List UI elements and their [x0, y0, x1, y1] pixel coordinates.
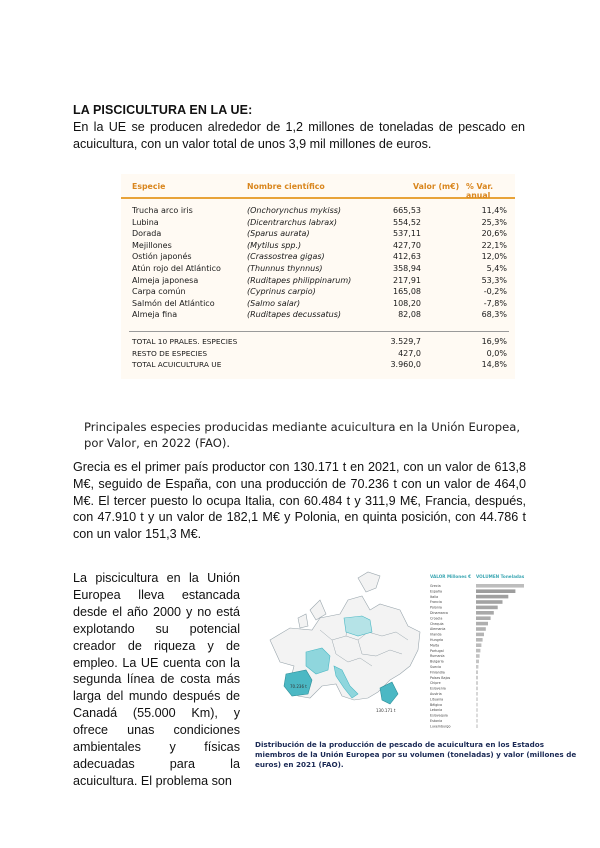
total-value: 3.960,0	[390, 360, 421, 369]
legend-volume-bar	[476, 622, 488, 626]
table-row	[121, 206, 515, 216]
poland-shape	[344, 616, 372, 636]
table-row	[121, 218, 515, 228]
value-cell: 358,94	[393, 264, 421, 273]
header-value: Valor (m€)	[413, 182, 460, 191]
production-paragraph: Grecia es el primer país productor con 130.171 t en 2021, con un valor de 613,8 M€, seguido de España, con una producción de 70.236 t con un valor de 464,0 M€. El tercer puesto lo ocupa Italia, con 60.484 t y 311,9 M€, Francia, después, con 47.910 t y un valor de 182,1 M€ y Polonia, en quinta posición, con 44.786 t con un valor 151,3 M€.	[73, 460, 526, 542]
value-cell: 217,91	[393, 275, 421, 285]
table-caption: Principales especies producidas mediante acuicultura en la Unión Europea, por Valor, en 2022 (FAO).	[84, 420, 521, 450]
legend-country-label: Estonia	[430, 719, 443, 723]
legend-country-label: Suecia	[430, 665, 441, 669]
variation-cell: 5,4%	[486, 264, 507, 273]
species-cell: Almeja japonesa	[132, 275, 199, 285]
legend-country-label: Eslovaquia	[430, 713, 448, 718]
intro-paragraph: En la UE se producen alrededor de 1,2 millones de toneladas de pescado en acuicultura, con un valor total de unos 3,9 mil millones de euros.	[73, 120, 525, 151]
variation-cell: 25,3%	[481, 217, 507, 227]
legend-volume-bar	[476, 697, 478, 701]
scientific-name-cell: (Dicentrarchus labrax)	[247, 217, 338, 227]
scientific-name-cell: (Thunnus thynnus)	[247, 264, 323, 273]
total-variation: 16,9%	[481, 337, 507, 346]
table-row	[121, 287, 515, 297]
variation-cell: -0,2%	[483, 287, 507, 297]
legend-country-label: Polonia	[430, 605, 442, 610]
total-label: RESTO DE ESPECIES	[132, 348, 208, 358]
legend-volume-bar	[476, 714, 478, 718]
total-variation: 0,0%	[486, 348, 507, 358]
legend-country-label: Rumanía	[430, 654, 445, 659]
legend-country-label: Bulgaria	[430, 659, 444, 664]
table-row	[121, 276, 515, 286]
total-value: 427,0	[398, 348, 421, 358]
table-row	[121, 310, 515, 320]
eu-production-map-figure	[250, 570, 530, 738]
legend-country-label: Irlanda	[430, 632, 442, 637]
legend-country-label: Malta	[430, 643, 440, 648]
spain-label: 70.236 t	[290, 684, 307, 689]
legend-country-label: Portugal	[430, 648, 444, 653]
species-cell: Atún rojo del Atlántico	[132, 264, 221, 273]
totals-row	[121, 360, 515, 370]
totals-row	[121, 349, 515, 359]
scientific-name-cell: (Mytilus spp.)	[247, 240, 302, 250]
legend-country-label: Chipre	[430, 681, 441, 686]
legend-country-label: Chequia	[430, 621, 444, 626]
variation-cell: -7,8%	[483, 298, 507, 308]
variation-cell: 68,3%	[481, 310, 507, 320]
total-label: TOTAL 10 PRALES. ESPECIES	[132, 337, 238, 346]
spain-shape	[284, 670, 312, 696]
variation-cell: 53,3%	[481, 275, 507, 285]
legend-country-label: Croacia	[430, 616, 443, 621]
legend-volume-bar	[476, 665, 478, 669]
legend-country-label: Francia	[430, 600, 442, 605]
table-row	[121, 241, 515, 251]
legend-country-label: Letonia	[430, 708, 443, 713]
legend-country-label: España	[430, 589, 443, 594]
scientific-name-cell: (Salmo salar)	[247, 298, 301, 308]
legend-country-label: Eslovenia	[430, 686, 446, 691]
value-cell: 665,53	[393, 206, 421, 215]
legend-volume-bar	[476, 633, 484, 637]
value-cell: 554,52	[393, 217, 421, 227]
legend-volume-bar	[476, 627, 486, 631]
legend-volume-bar	[476, 584, 524, 588]
legend-volume-title: VOLUMEN Toneladas	[476, 574, 525, 579]
legend-value-title: VALOR Millones €	[430, 574, 471, 579]
legend-volume-bar	[476, 687, 478, 691]
legend-volume-bar	[476, 719, 478, 723]
legend-volume-bar	[476, 643, 481, 647]
scientific-name-cell: (Onchorynchus mykiss)	[247, 206, 342, 215]
total-variation: 14,8%	[481, 360, 507, 369]
legend-volume-bar	[476, 638, 483, 642]
europe-map-icon	[250, 570, 530, 738]
header-variation: % Var. anual	[466, 182, 494, 200]
legend-volume-bar	[476, 649, 480, 653]
legend-volume-bar	[476, 692, 478, 696]
variation-cell: 20,6%	[481, 229, 507, 239]
legend-country-label: Finlandia	[430, 670, 445, 675]
species-cell: Dorada	[132, 229, 162, 239]
variation-cell: 22,1%	[481, 240, 507, 250]
value-cell: 412,63	[393, 252, 421, 262]
legend-country-label: Luxemburgo	[430, 724, 451, 729]
legend-country-label: Austria	[430, 692, 442, 696]
table-row	[121, 229, 515, 239]
legend-country-label: Países Bajos	[430, 675, 451, 680]
legend-volume-bar	[476, 616, 491, 620]
table-row	[121, 299, 515, 309]
scientific-name-cell: (Ruditapes philippinarum)	[247, 275, 352, 285]
value-cell: 108,20	[393, 298, 421, 308]
table-header	[121, 174, 515, 199]
legend-volume-bar	[476, 681, 478, 685]
species-cell: Salmón del Atlántico	[132, 298, 215, 308]
table-row	[121, 252, 515, 262]
legend-volume-bar	[476, 708, 478, 712]
scientific-name-cell: (Crassostrea gigas)	[247, 252, 325, 262]
legend-volume-bar	[476, 660, 479, 664]
totals-divider	[129, 331, 509, 332]
legend-volume-bar	[476, 589, 515, 593]
header-species: Especie	[132, 182, 166, 191]
species-value-table	[121, 174, 515, 379]
species-cell: Lubina	[132, 217, 159, 227]
total-label: TOTAL ACUICULTURA UE	[132, 360, 222, 369]
scientific-name-cell: (Ruditapes decussatus)	[247, 310, 342, 320]
legend-country-label: Dinamarca	[430, 611, 448, 615]
greece-label: 130.171 t	[376, 708, 396, 713]
species-cell: Carpa común	[132, 287, 186, 297]
legend-country-label: Alemania	[430, 627, 446, 632]
legend-country-label: Hungría	[430, 638, 444, 642]
legend-volume-bar	[476, 595, 508, 599]
legend-country-label: Italia	[430, 594, 439, 599]
header-scientific: Nombre científico	[247, 182, 325, 191]
stagnation-paragraph: La piscicultura en la Unión Europea lleva estancada desde el año 2000 y no está explotando su potencial creador de riqueza y de empleo. La UE cuenta con la segunda línea de costa más larga del mundo después de Canadá (55.000 Km), y ofrece unas condiciones ambientales y físicas adecuadas para la acuicultura. El problema son	[73, 571, 240, 788]
table-row	[121, 264, 515, 274]
value-cell: 165,08	[393, 287, 421, 297]
legend-country-label: Lituania	[430, 697, 444, 702]
species-cell: Ostión japonés	[132, 252, 192, 262]
species-cell: Almeja fina	[132, 310, 178, 320]
variation-cell: 11,4%	[481, 206, 507, 215]
legend-volume-bar	[476, 606, 498, 610]
page-heading: LA PISCICULTURA EN LA UE:	[73, 103, 253, 117]
legend-volume-bar	[476, 654, 480, 658]
map-caption: Distribución de la producción de pescado de acuicultura en los Estados miembros de la Unión Europea por su volumen (toneladas) y valor (millones de euros) en 2021 (FAO).	[255, 740, 577, 770]
legend-volume-bar	[476, 670, 478, 674]
value-cell: 537,11	[393, 229, 421, 239]
legend-volume-bar	[476, 703, 478, 707]
variation-cell: 12,0%	[481, 252, 507, 262]
legend-volume-bar	[476, 676, 478, 680]
species-cell: Mejillones	[132, 240, 172, 250]
value-cell: 427,70	[393, 240, 421, 250]
total-value: 3.529,7	[390, 337, 421, 346]
legend-volume-bar	[476, 611, 494, 615]
legend-country-label: Bélgica	[430, 702, 443, 707]
scientific-name-cell: (Cyprinus carpio)	[247, 287, 316, 297]
legend-volume-bar	[476, 600, 503, 604]
species-cell: Trucha arco iris	[132, 206, 193, 215]
totals-row	[121, 337, 515, 347]
scientific-name-cell: (Sparus aurata)	[247, 229, 310, 239]
legend-country-label: Grecia	[430, 584, 441, 588]
legend-volume-bar	[476, 724, 478, 728]
value-cell: 82,08	[398, 310, 421, 320]
